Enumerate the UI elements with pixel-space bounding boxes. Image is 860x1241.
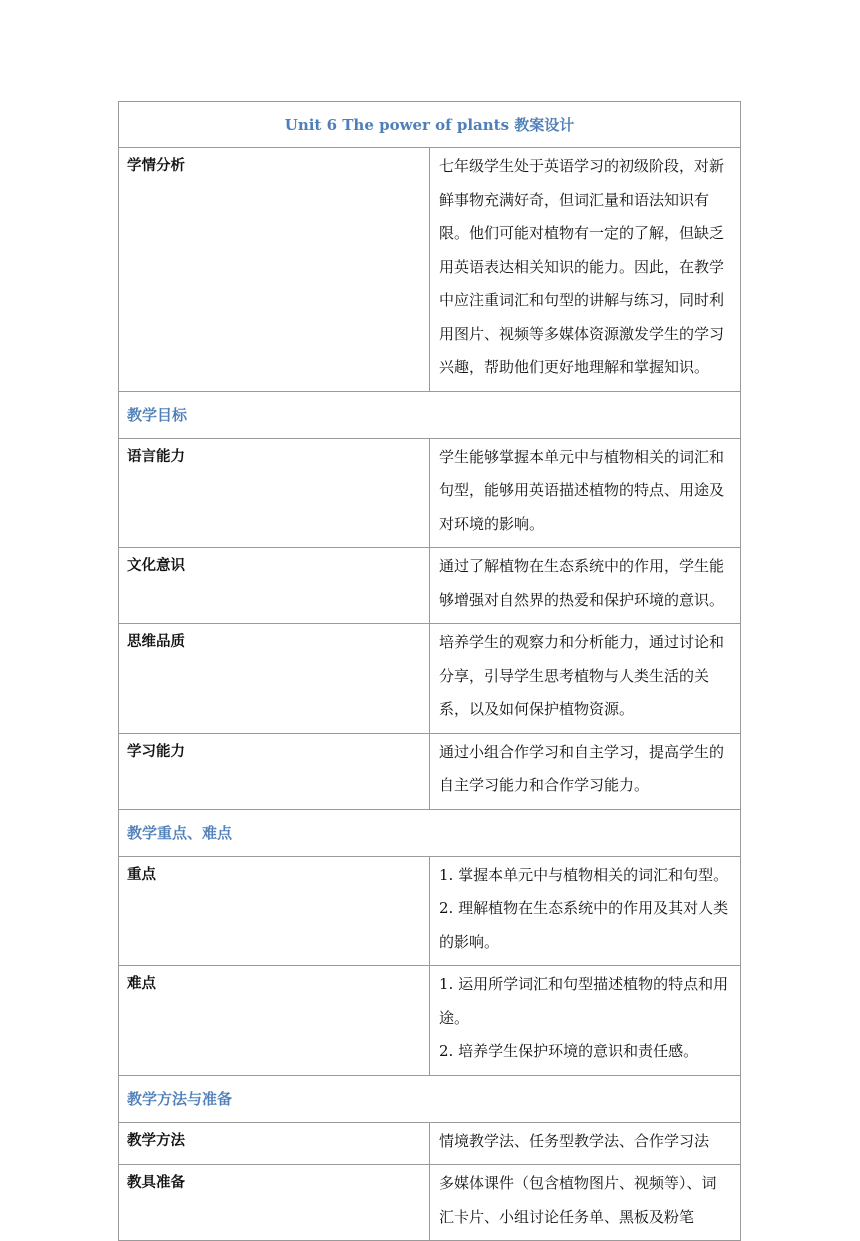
section-heading-objectives: 教学目标 [119, 391, 741, 438]
method-text: 情境教学法、任务型教学法、合作学习法 [430, 1122, 741, 1165]
lesson-plan-table [118, 101, 741, 1241]
difficulty-text [430, 966, 741, 1076]
difficulty-line: 1. 运用所学词汇和句型描述植物的特点和用途。 [439, 975, 729, 1027]
materials-label: 教具准备 [119, 1165, 430, 1241]
difficulty-line: 2. 培养学生保护环境的意识和责任感。 [439, 1042, 699, 1060]
key-point-text [430, 856, 741, 966]
learner-analysis-label: 学情分析 [119, 148, 430, 392]
difficulty-label: 难点 [119, 966, 430, 1076]
document-title: Unit 6 The power of plants 教案设计 [119, 102, 741, 148]
objective-label: 思维品质 [119, 624, 430, 734]
objective-text: 学生能够掌握本单元中与植物相关的词汇和句型，能够用英语描述植物的特点、用途及对环境的影响。 [430, 438, 741, 548]
objective-text: 培养学生的观察力和分析能力，通过讨论和分享，引导学生思考植物与人类生活的关系，以及如何保护植物资源。 [430, 624, 741, 734]
objective-text: 通过小组合作学习和自主学习，提高学生的自主学习能力和合作学习能力。 [430, 733, 741, 809]
materials-text: 多媒体课件（包含植物图片、视频等）、词汇卡片、小组讨论任务单、黑板及粉笔 [430, 1165, 741, 1241]
section-heading-methods: 教学方法与准备 [119, 1075, 741, 1122]
objective-label: 文化意识 [119, 548, 430, 624]
key-point-line: 1. 掌握本单元中与植物相关的词汇和句型。 [439, 865, 729, 884]
method-label: 教学方法 [119, 1122, 430, 1165]
objective-label: 学习能力 [119, 733, 430, 809]
learner-analysis-text: 七年级学生处于英语学习的初级阶段，对新鲜事物充满好奇，但词汇量和语法知识有限。他们可能对植物有一定的了解，但缺乏用英语表达相关知识的能力。因此，在教学中应注重词汇和句型的讲解与练习，同时利用图片、视频等多媒体资源激发学生的学习兴趣，帮助他们更好地理解和掌握知识。 [430, 148, 741, 392]
key-point-label: 重点 [119, 856, 430, 966]
key-point-line: 2. 理解植物在生态系统中的作用及其对人类的影响。 [439, 899, 729, 951]
objective-text: 通过了解植物在生态系统中的作用，学生能够增强对自然界的热爱和保护环境的意识。 [430, 548, 741, 624]
objective-label: 语言能力 [119, 438, 430, 548]
section-heading-key-points: 教学重点、难点 [119, 809, 741, 856]
